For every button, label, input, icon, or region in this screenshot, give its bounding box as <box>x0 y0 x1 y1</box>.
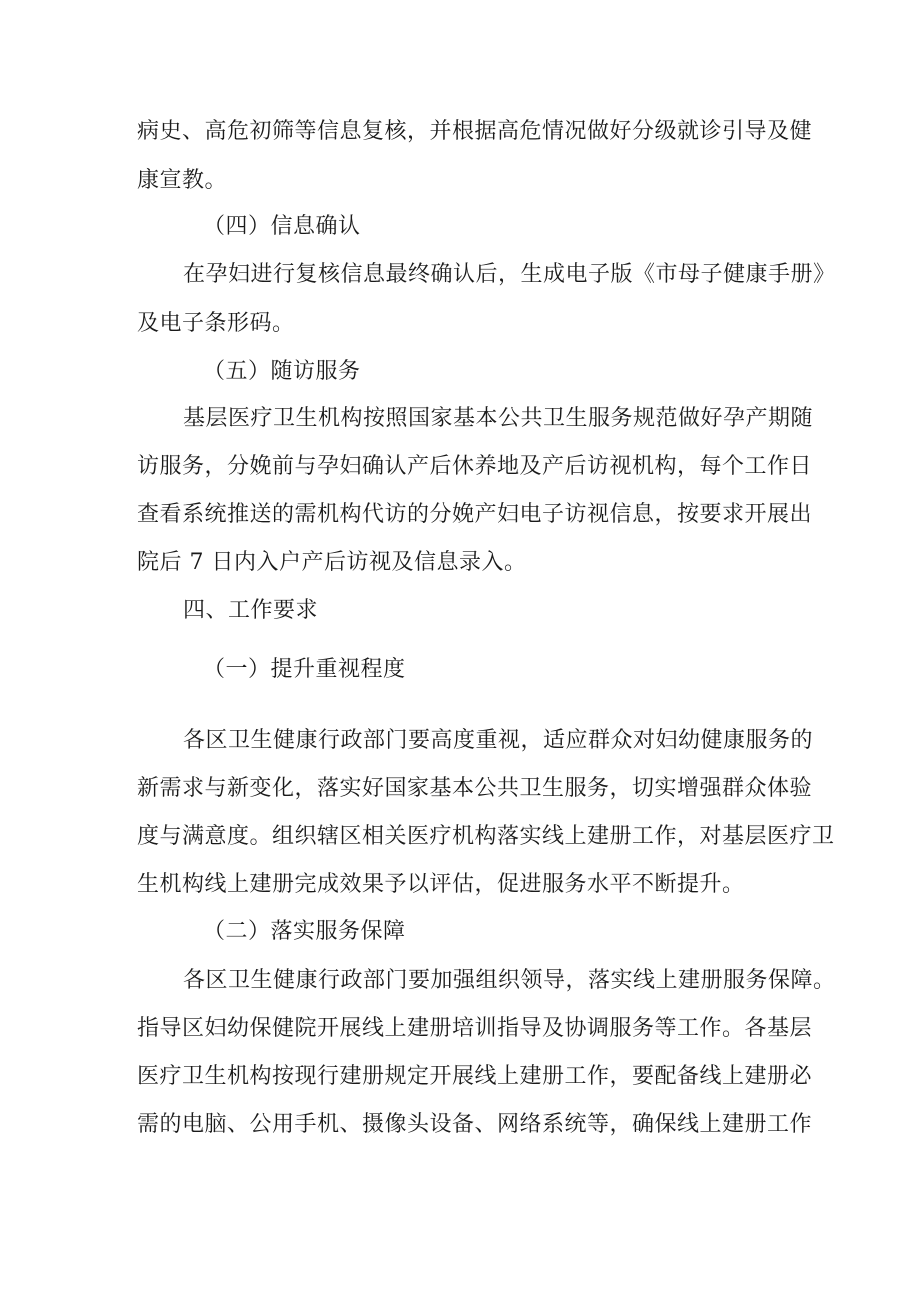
body-text-line: 基层医疗卫生机构按照国家基本公共卫生服务规范做好孕产期随 <box>183 406 814 431</box>
body-text-line: 新需求与新变化，落实好国家基本公共卫生服务，切实增强群众体验 <box>137 776 813 801</box>
body-text-line: 访服务，分娩前与孕妇确认产后休养地及产后访视机构，每个工作日 <box>137 454 813 479</box>
chapter-heading-work-requirements: 四、工作要求 <box>183 598 319 623</box>
body-text-line: 及电子条形码。 <box>137 311 295 336</box>
body-text-line: 各区卫生健康行政部门要加强组织领导，落实线上建册服务保障。 <box>183 968 836 993</box>
body-text-line: 度与满意度。组织辖区相关医疗机构落实线上建册工作，对基层医疗卫 <box>137 824 835 849</box>
body-text-line: 在孕妇进行复核信息最终确认后，生成电子版《市母子健康手册》 <box>183 262 836 287</box>
section-heading-raise-attention: （一）提升重视程度 <box>203 657 406 682</box>
section-heading-info-confirm: （四）信息确认 <box>203 214 361 239</box>
body-text-line: 指导区妇幼保健院开展线上建册培训指导及协调服务等工作。各基层 <box>137 1016 813 1041</box>
body-text-line: 查看系统推送的需机构代访的分娩产妇电子访视信息，按要求开展出 <box>137 502 813 527</box>
body-text-line: 各区卫生健康行政部门要高度重视，适应群众对妇幼健康服务的 <box>183 728 814 753</box>
body-text-line: 需的电脑、公用手机、摄像头设备、网络系统等，确保线上建册工作 <box>137 1112 813 1137</box>
body-text-line: 医疗卫生机构按现行建册规定开展线上建册工作，要配备线上建册必 <box>137 1064 813 1089</box>
body-text-line: 康宣教。 <box>137 168 228 193</box>
body-text-line: 生机构线上建册完成效果予以评估，促进服务水平不断提升。 <box>137 872 745 897</box>
body-text-line: 院后 7 日内入户产后访视及信息录入。 <box>137 550 527 575</box>
body-text-line: 病史、高危初筛等信息复核，并根据高危情况做好分级就诊引导及健 <box>137 119 813 144</box>
section-heading-service-guarantee: （二）落实服务保障 <box>203 919 406 944</box>
section-heading-follow-up: （五）随访服务 <box>203 359 361 384</box>
